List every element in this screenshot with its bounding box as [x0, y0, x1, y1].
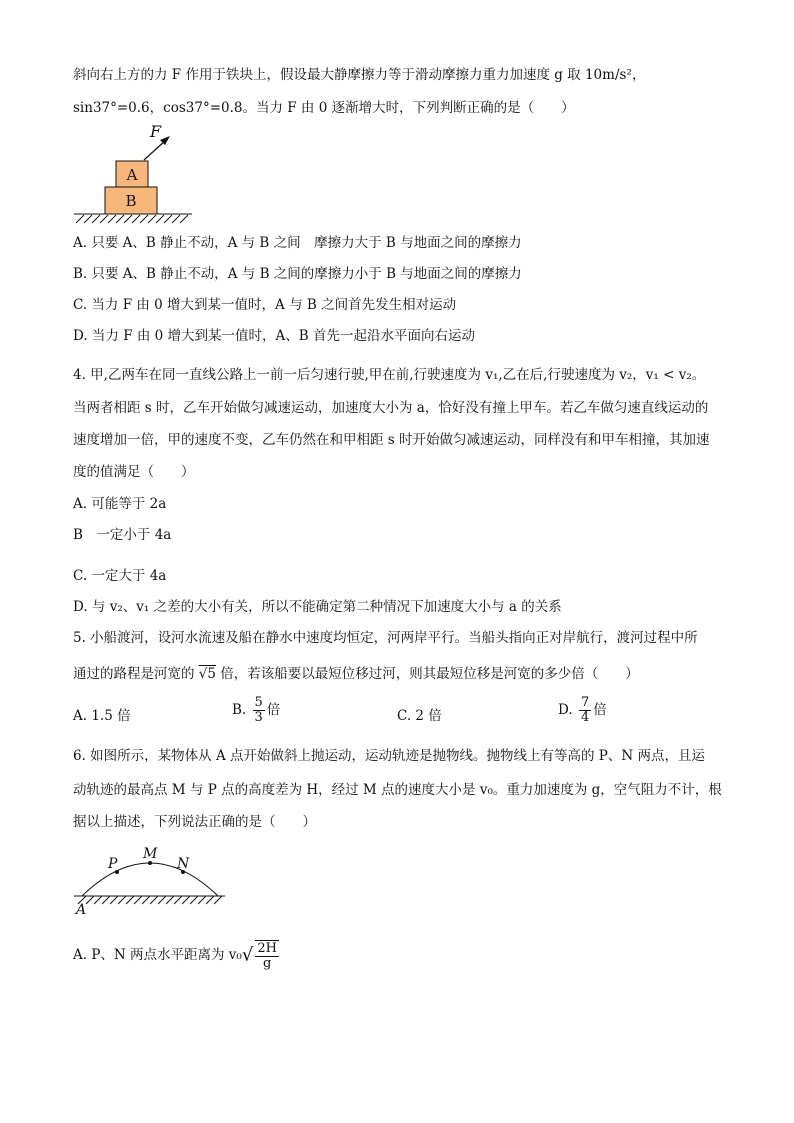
q5-line-1: 5. 小船渡河，设河水流速及船在静水中速度均恒定，河两岸平行。当船头指向正对岸航行，渡河过程中所 — [73, 630, 698, 646]
force-label: F — [150, 122, 162, 141]
sqrt-icon: √ — [241, 944, 254, 966]
fraction-numerator: 7 — [580, 695, 590, 710]
q4-option-d: D. 与 v₂、v₁ 之差的大小有关，所以不能确定第二种情况下加速度大小与 a 的关系 — [73, 599, 562, 615]
label-p: P — [108, 856, 118, 872]
fraction-denominator: 3 — [254, 710, 263, 725]
q4-option-a: A. 可能等于 2a — [73, 496, 167, 512]
label-n: N — [177, 856, 190, 872]
fraction-denominator: g — [262, 956, 272, 971]
q4-option-b: B 一定小于 4a — [73, 527, 172, 543]
q5-line-2 — [73, 664, 639, 684]
q3-line-2: sin37°=0.6，cos37°=0.8。当力 F 由 0 逐渐增大时，下列判断正确的是（ ） — [73, 100, 575, 116]
q5-option-a: A. 1.5 倍 — [73, 708, 131, 724]
q5-option-d-prefix: D. — [558, 702, 573, 718]
q3-option-c: C. 当力 F 由 0 增大到某一值时，A 与 B 之间首先发生相对运动 — [73, 297, 457, 313]
fraction-denominator: 4 — [580, 710, 590, 725]
q5-line-2-post: 倍，若该船要以最短位移过河，则其最短位移是河宽的多少倍（ ） — [220, 666, 639, 682]
label-m: M — [143, 846, 158, 862]
q3-line-1: 斜向右上方的力 F 作用于铁块上，假设最大静摩擦力等于滑动摩擦力重力加速度 g 取 10m/s²， — [73, 67, 646, 83]
ground — [74, 214, 192, 223]
label-a: A — [76, 902, 87, 916]
q4-line-4: 度的值满足（ ） — [73, 464, 195, 480]
ground — [74, 896, 225, 904]
q3-option-a: A. 只要 A、B 静止不动，A 与 B 之间 摩擦力大于 B 与地面之间的摩擦力 — [73, 235, 522, 251]
q4-line-3: 速度增加一倍，甲的速度不变，乙车仍然在和甲相距 s 时开始做匀减速运动，同样没有和甲车相撞，其加速 — [73, 432, 710, 448]
q3-option-b: B. 只要 A、B 静止不动，A 与 B 之间的摩擦力小于 B 与地面之间的摩擦力 — [73, 266, 522, 282]
q5-option-d-suffix: 倍 — [593, 702, 607, 718]
q5-option-c: C. 2 倍 — [397, 708, 442, 724]
trajectory-arc — [82, 863, 218, 896]
q4-option-c: C. 一定大于 4a — [73, 568, 167, 584]
q5-option-b-fraction — [253, 696, 265, 725]
q5-line-2-pre: 通过的路程是河宽的 — [73, 666, 195, 682]
q5-sqrt5: √5 — [198, 666, 216, 682]
q5-option-d — [558, 696, 607, 725]
q3-figure — [70, 122, 200, 226]
q3-option-d: D. 当力 F 由 0 增大到某一值时，A、B 首先一起沿水平面向右运动 — [73, 328, 476, 344]
q6-option-a — [73, 940, 281, 971]
q5-option-d-fraction — [579, 696, 591, 725]
q6-line-1: 6. 如图所示，某物体从 A 点开始做斜上抛运动，运动轨迹是抛物线。抛物线上有等高的 P、N 两点，且运 — [73, 748, 705, 764]
q6-line-2: 动轨迹的最高点 M 与 P 点的高度差为 H，经过 M 点的速度大小是 v₀。重力加速度为 g，空气阻力不计，根 — [73, 782, 722, 798]
q4-line-1: 4. 甲,乙两车在同一直线公路上一前一后匀速行驶,甲在前,行驶速度为 v₁,乙在后,行驶速度为 v₂，v₁ < v₂。 — [73, 367, 706, 383]
block-a-label: A — [126, 166, 138, 184]
q6-option-a-fraction — [255, 940, 279, 971]
fraction-numerator: 5 — [254, 695, 263, 710]
fraction-numerator: 2H — [257, 941, 277, 956]
q6-line-3: 据以上描述，下列说法正确的是（ ） — [73, 814, 316, 830]
q5-option-b — [232, 696, 280, 725]
q6-option-a-prefix: A. P、N 两点水平距离为 v₀ — [73, 947, 242, 963]
block-b-label: B — [125, 192, 137, 210]
q5-option-b-prefix: B. — [232, 702, 247, 718]
q4-line-2: 当两者相距 s 时，乙车开始做匀减速运动，加速度大小为 a，恰好没有撞上甲车。若乙车做匀速直线运动的 — [73, 400, 709, 416]
q6-figure — [70, 846, 230, 916]
q5-option-b-suffix: 倍 — [266, 702, 281, 718]
